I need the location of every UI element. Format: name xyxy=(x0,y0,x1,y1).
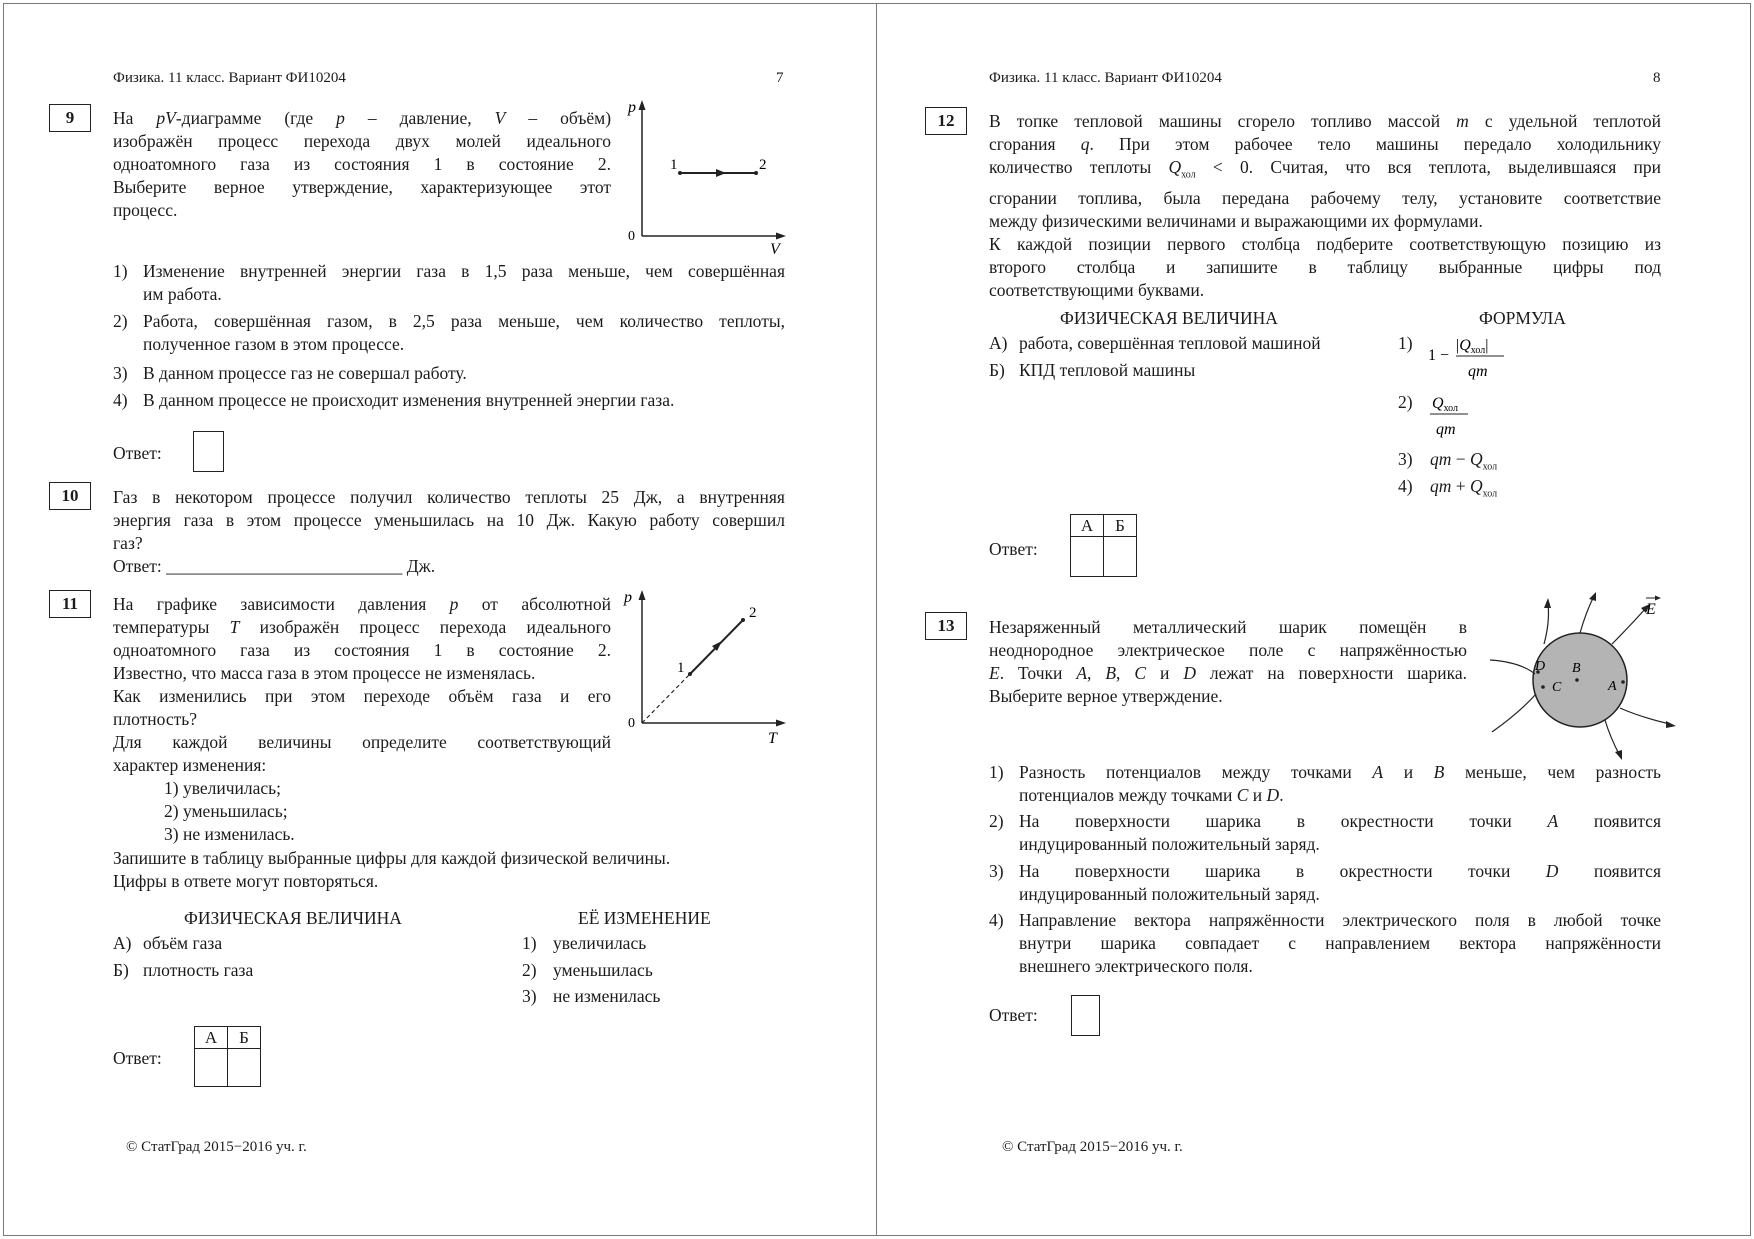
q12-formula-1 xyxy=(1426,328,1516,382)
q12-text xyxy=(989,110,1661,302)
q10-line: Газ в некотором процессе получил количество теплоты 25 Дж, а внутренняя xyxy=(113,487,785,507)
q13-line-3: E. Точки A, B, C и D лежат на поверхности шарика. xyxy=(989,663,1468,683)
q11-line: характер изменения: xyxy=(113,755,267,775)
page-footer-right: © СтатГрад 2015−2016 уч. г. xyxy=(1002,1139,1183,1155)
q12-quantity-text: работа, совершённая тепловой машиной xyxy=(1019,333,1321,353)
q12-line-3: количество теплоты $Q_{хол} < 0$. Считая, что вся теплота, выделившаяся при xyxy=(989,157,1662,181)
q11-answer-table xyxy=(194,1026,261,1087)
q9-state-1-point xyxy=(678,171,682,175)
q9-option-number: 4) xyxy=(113,390,128,410)
page-number-left: 7 xyxy=(776,70,784,86)
q9-option-number: 2) xyxy=(113,311,128,331)
q13-label-c: C xyxy=(1552,680,1562,695)
q9-pv-diagram xyxy=(620,98,790,258)
q12-line: сгорании топлива, была передана рабочему телу, установите соответствие xyxy=(989,187,1661,208)
q11-x-label: T xyxy=(768,730,777,747)
q13-field-arrow xyxy=(1666,721,1676,728)
q12-answer-label: Ответ: xyxy=(989,539,1038,559)
q9-answer-label: Ответ: xyxy=(113,443,162,463)
q9-y-axis-arrow xyxy=(639,100,646,110)
q13-label-e: E xyxy=(1646,601,1656,618)
q9-option-text: им работа. xyxy=(143,284,222,304)
q13-option-1-line-1: Разность потенциалов между точками A и B меньше, чем разность xyxy=(1019,762,1662,782)
q13-field-line xyxy=(1492,694,1536,732)
q9-origin-label: 0 xyxy=(628,229,635,244)
q9-line: изображён процесс перехода двух молей идеального xyxy=(113,131,611,151)
q9-x-label: V xyxy=(770,241,780,258)
q11-quantity-letter: Б) xyxy=(113,960,129,980)
q12-line: соответствующими буквами. xyxy=(989,279,1205,300)
q9-answer-box[interactable] xyxy=(193,431,224,472)
q13-field-arrow xyxy=(1589,592,1596,601)
q13-line: неоднородное электрическое поле с напряжённостью xyxy=(989,640,1467,660)
q13-field-line xyxy=(1490,660,1535,674)
q11-pt-diagram xyxy=(620,588,790,748)
q11-answer-header-b: Б xyxy=(228,1027,261,1049)
q13-field-line xyxy=(1620,708,1670,724)
q13-vector-bar-arrow xyxy=(1655,596,1661,601)
q13-option-text: Направление вектора напряжённости электрического поля в любой точке xyxy=(1019,910,1661,930)
q11-instruction-line: Запишите в таблицу выбранные цифры для каждой физической величины. xyxy=(113,848,671,868)
q13-field-line xyxy=(1580,596,1594,633)
q11-state-2-label: 2 xyxy=(749,605,757,621)
q11-answer-cell-a[interactable] xyxy=(195,1049,228,1087)
q13-field-line xyxy=(1544,604,1549,644)
q12-line: второго столбца и запишите в таблицу выбранные цифры под xyxy=(989,256,1661,277)
q12-quantity-letter: А) xyxy=(989,333,1008,353)
q13-line: Выберите верное утверждение. xyxy=(989,686,1223,706)
q13-text xyxy=(989,616,1467,708)
q11-answer-header-a: А xyxy=(195,1027,228,1049)
q12-right-heading: ФОРМУЛА xyxy=(1479,308,1566,328)
q12-formula-3: qm − $Q_{хол}$ xyxy=(1430,449,1498,473)
q12-quantity-letter: Б) xyxy=(989,360,1005,380)
q12-formula-number-4: 4) xyxy=(1398,476,1413,496)
page-divider xyxy=(876,3,877,1236)
q12-formula-number-3: 3) xyxy=(1398,449,1413,469)
q13-sphere-figure xyxy=(1480,592,1680,762)
q13-field-line xyxy=(1612,608,1646,644)
q13-point-c xyxy=(1541,685,1545,689)
question-number-9: 9 xyxy=(49,104,91,132)
q13-option-number: 3) xyxy=(989,861,1004,881)
q10-answer-line[interactable]: Ответ: ___________________________ Дж. xyxy=(113,556,436,576)
q12-left-heading: ФИЗИЧЕСКАЯ ВЕЛИЧИНА xyxy=(1060,308,1278,328)
q11-line: одноатомного газа из состояния 1 в состояние 2. xyxy=(113,640,611,660)
q9-line: процесс. xyxy=(113,200,178,220)
q11-instruction-line: Цифры в ответе могут повторяться. xyxy=(113,871,379,891)
q9-state-2-point xyxy=(754,171,758,175)
q12-answer-cell-a[interactable] xyxy=(1071,537,1104,577)
q11-x-axis-arrow xyxy=(776,720,786,727)
q13-field-line xyxy=(1605,720,1620,756)
q10-line: энергия газа в этом процессе уменьшилась на 10 Дж. Какую работу совершил xyxy=(113,510,785,530)
q11-change-number: 3) xyxy=(522,986,537,1006)
q12-formula-2-numerator: Qхол xyxy=(1432,395,1459,414)
q11-right-heading: ЕЁ ИЗМЕНЕНИЕ xyxy=(578,908,711,928)
q12-formula-number-1: 1) xyxy=(1398,333,1413,353)
q13-option-text: внешнего электрического поля. xyxy=(1019,956,1253,976)
q11-instruction xyxy=(113,847,785,893)
q9-option-text: В данном процессе газ не совершал работу. xyxy=(143,363,467,383)
q11-state-2-point xyxy=(741,618,745,622)
q13-point-b xyxy=(1575,678,1579,682)
page-header-left: Физика. 11 класс. Вариант ФИ10204 xyxy=(113,70,346,86)
q12-answer-cell-b[interactable] xyxy=(1104,537,1137,577)
q12-line: между физическими величинами и выражающими их формулами. xyxy=(989,210,1483,231)
q12-answer-table xyxy=(1070,514,1137,577)
q13-label-a: A xyxy=(1608,679,1617,694)
q11-choice: 1) увеличилась; xyxy=(164,778,282,798)
q11-quantity-letter: А) xyxy=(113,933,132,953)
q12-formula-2-denominator: qm xyxy=(1436,421,1456,438)
q11-change-number: 2) xyxy=(522,960,537,980)
q11-line: Известно, что масса газа в этом процессе не изменялась. xyxy=(113,663,536,683)
q13-label-b: B xyxy=(1572,661,1581,676)
q11-quantity-text: объём газа xyxy=(143,933,223,953)
q11-line: Как изменились при этом переходе объём газа и его xyxy=(113,686,611,706)
q11-extrapolation-line xyxy=(642,674,690,723)
q9-text xyxy=(113,107,611,222)
question-number-12: 12 xyxy=(925,107,967,135)
q13-answer-box[interactable] xyxy=(1071,995,1100,1036)
q11-answer-label: Ответ: xyxy=(113,1048,162,1068)
question-number-10: 10 xyxy=(49,482,91,510)
q11-line-1: На графике зависимости давления p от абсолютной xyxy=(113,594,611,614)
q13-option-text: внутри шарика совпадает с направлением вектора напряжённости xyxy=(1019,933,1661,953)
q9-option-number: 1) xyxy=(113,261,128,281)
q13-point-a xyxy=(1621,680,1625,684)
q9-option-text: В данном процессе не происходит изменения внутренней энергии газа. xyxy=(143,390,675,410)
q13-option-number: 1) xyxy=(989,762,1004,782)
q9-line: одноатомного газа из состояния 1 в состояние 2. xyxy=(113,154,611,174)
q11-choice: 2) уменьшилась; xyxy=(164,801,288,821)
question-number-13: 13 xyxy=(925,612,967,640)
q13-option-1-line-2: потенциалов между точками C и D. xyxy=(1019,785,1284,805)
q11-left-heading: ФИЗИЧЕСКАЯ ВЕЛИЧИНА xyxy=(184,908,402,928)
q11-choice: 3) не изменилась. xyxy=(164,824,295,844)
q11-change-text: уменьшилась xyxy=(553,960,653,980)
q11-origin-label: 0 xyxy=(628,716,635,731)
q11-y-label: p xyxy=(624,589,632,606)
q12-formula-2 xyxy=(1426,386,1496,440)
q12-formula-1-one: 1 − xyxy=(1428,347,1450,364)
q11-change-text: не изменилась xyxy=(553,986,661,1006)
q12-formula-4: qm + $Q_{хол}$ xyxy=(1430,476,1498,500)
q9-option-text: полученное газом в этом процессе. xyxy=(143,334,405,354)
q9-line: Выберите верное утверждение, характеризующее этот xyxy=(113,177,611,197)
q9-state-1-label: 1 xyxy=(670,157,678,173)
q11-text xyxy=(113,593,611,777)
q12-formula-number-2: 2) xyxy=(1398,392,1413,412)
q11-state-1-label: 1 xyxy=(677,660,685,676)
q9-option-text: Изменение внутренней энергии газа в 1,5 раза меньше, чем совершённая xyxy=(143,261,785,281)
q10-text xyxy=(113,486,785,578)
q13-field-arrow xyxy=(1615,750,1622,760)
q12-formula-1-denominator: qm xyxy=(1468,363,1488,380)
page-header-right: Физика. 11 класс. Вариант ФИ10204 xyxy=(989,70,1222,86)
q11-answer-cell-b[interactable] xyxy=(228,1049,261,1087)
page-footer-left: © СтатГрад 2015−2016 уч. г. xyxy=(126,1139,307,1155)
q11-choices xyxy=(164,777,295,846)
q9-line-1: На pV-диаграмме (где p – давление, V – объём) xyxy=(113,108,612,128)
q12-line-1: В топке тепловой машины сгорело топливо массой m с удельной теплотой xyxy=(989,111,1661,131)
q13-option-text: индуцированный положительный заряд. xyxy=(1019,834,1320,854)
q11-change-number: 1) xyxy=(522,933,537,953)
q11-line: Для каждой величины определите соответствующий xyxy=(113,732,611,752)
q12-answer-header-a: А xyxy=(1071,515,1104,537)
q13-answer-label: Ответ: xyxy=(989,1005,1038,1025)
q12-answer-header-b: Б xyxy=(1104,515,1137,537)
q9-option-text: Работа, совершённая газом, в 2,5 раза меньше, чем количество теплоты, xyxy=(143,311,785,331)
q12-line: К каждой позиции первого столбца подберите соответствующую позицию из xyxy=(989,233,1661,254)
q13-option-number: 2) xyxy=(989,811,1004,831)
q9-process-arrow xyxy=(716,169,726,177)
q12-line-2: сгорания q. При этом рабочее тело машины передало холодильнику xyxy=(989,134,1661,154)
q13-option-number: 4) xyxy=(989,910,1004,930)
q13-option-2-line-1: На поверхности шарика в окрестности точки A появится xyxy=(1019,811,1661,831)
q9-state-2-label: 2 xyxy=(759,157,767,173)
page-number-right: 8 xyxy=(1653,70,1661,86)
q11-y-axis-arrow xyxy=(639,590,646,600)
q11-quantity-text: плотность газа xyxy=(143,960,254,980)
q10-line: газ? xyxy=(113,533,143,553)
q9-x-axis-arrow xyxy=(776,233,786,240)
q13-field-arrow xyxy=(1544,598,1551,608)
q9-option-number: 3) xyxy=(113,363,128,383)
q12-quantity-text: КПД тепловой машины xyxy=(1019,360,1196,380)
q13-option-3-line-1: На поверхности шарика в окрестности точки D появится xyxy=(1019,861,1661,881)
q11-line: плотность? xyxy=(113,709,197,729)
q13-label-d: D xyxy=(1535,659,1546,674)
q12-formula-1-numerator: |Qхол| xyxy=(1456,337,1489,356)
q13-option-text: индуцированный положительный заряд. xyxy=(1019,884,1320,904)
q13-line: Незаряженный металлический шарик помещён в xyxy=(989,617,1467,637)
q9-y-label: p xyxy=(628,99,636,116)
q11-state-1-point xyxy=(688,672,692,676)
q11-change-text: увеличилась xyxy=(553,933,647,953)
q11-line-2: температуры T изображён процесс перехода идеального xyxy=(113,617,611,637)
question-number-11: 11 xyxy=(49,590,91,618)
